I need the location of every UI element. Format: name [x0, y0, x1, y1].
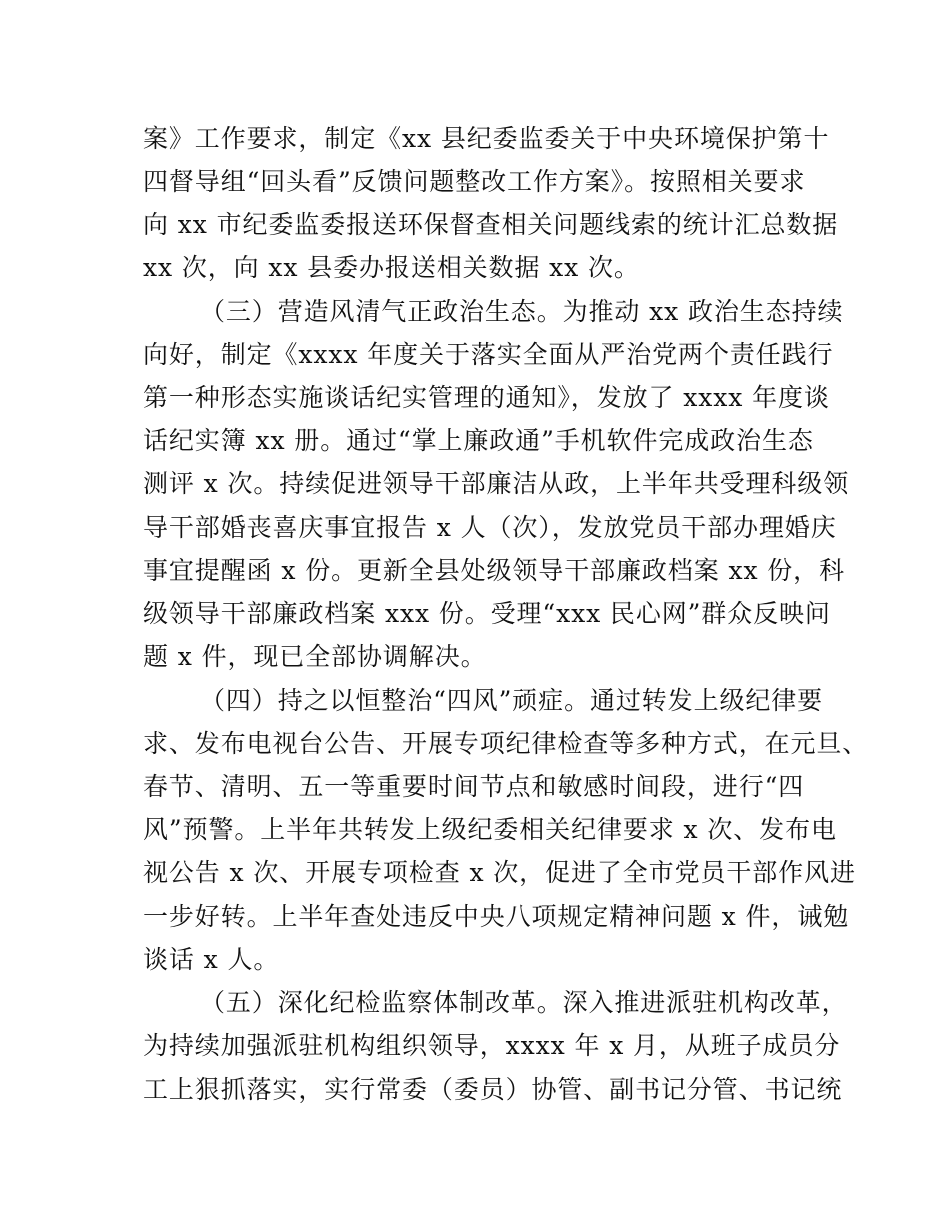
text-line: 题 x 件，现已全部协调解决。 — [143, 642, 487, 671]
text-line: （三）营造风清气正政治生态。为推动 xx 政治生态持续 — [200, 297, 844, 326]
text-line: 风”预警。上半年共转发上级纪委相关纪律要求 x 次、发布电 — [143, 815, 837, 844]
text-line: 向好，制定《xxxx 年度关于落实全面从严治党两个责任践行 — [143, 340, 834, 369]
text-line: 工上狠抓落实，实行常委（委员）协管、副书记分管、书记统 — [143, 1075, 843, 1104]
text-line: 级领导干部廉政档案 xxx 份。受理“xxx 民心网”群众反映问 — [143, 599, 831, 628]
text-line: xx 次，向 xx 县委办报送相关数据 xx 次。 — [143, 253, 640, 282]
text-line: 案》工作要求，制定《xx 县纪委监委关于中央环境保护第十 — [143, 124, 830, 153]
text-line: 视公告 x 次、开展专项检查 x 次，促进了全市党员干部作风进 — [143, 858, 856, 887]
text-line: （四）持之以恒整治“四风”顽症。通过转发上级纪律要 — [200, 686, 824, 715]
text-line: （五）深化纪检监察体制改革。深入推进派驻机构改革， — [200, 988, 848, 1017]
text-line: 春节、清明、五一等重要时间节点和敏感时间段，进行“四 — [143, 772, 805, 801]
text-line: 求、发布电视台公告、开展专项纪律检查等多种方式，在元旦、 — [143, 729, 869, 758]
text-line: 谈话 x 人。 — [143, 945, 280, 974]
text-line: 第一种形态实施谈话纪实管理的通知》，发放了 xxxx 年度谈 — [143, 383, 830, 412]
text-line: 一步好转。上半年查处违反中央八项规定精神问题 x 件，诫勉 — [143, 902, 850, 931]
text-line: 四督导组“回头看”反馈问题整改工作方案》。按照相关要求 — [143, 167, 806, 196]
text-line: 为持续加强派驻机构组织领导，xxxx 年 x 月，从班子成员分 — [143, 1031, 841, 1060]
text-line: 话纪实簿 xx 册。通过“掌上廉政通”手机软件完成政治生态 — [143, 426, 814, 455]
text-line: 测评 x 次。持续促进领导干部廉洁从政，上半年共受理科级领 — [143, 469, 850, 498]
text-line: 向 xx 市纪委监委报送环保督查相关问题线索的统计汇总数据 — [143, 210, 839, 239]
text-line: 事宜提醒函 x 份。更新全县处级领导干部廉政档案 xx 份，科 — [143, 556, 845, 585]
text-line: 导干部婚丧喜庆事宜报告 x 人（次），发放党员干部办理婚庆 — [143, 513, 837, 542]
